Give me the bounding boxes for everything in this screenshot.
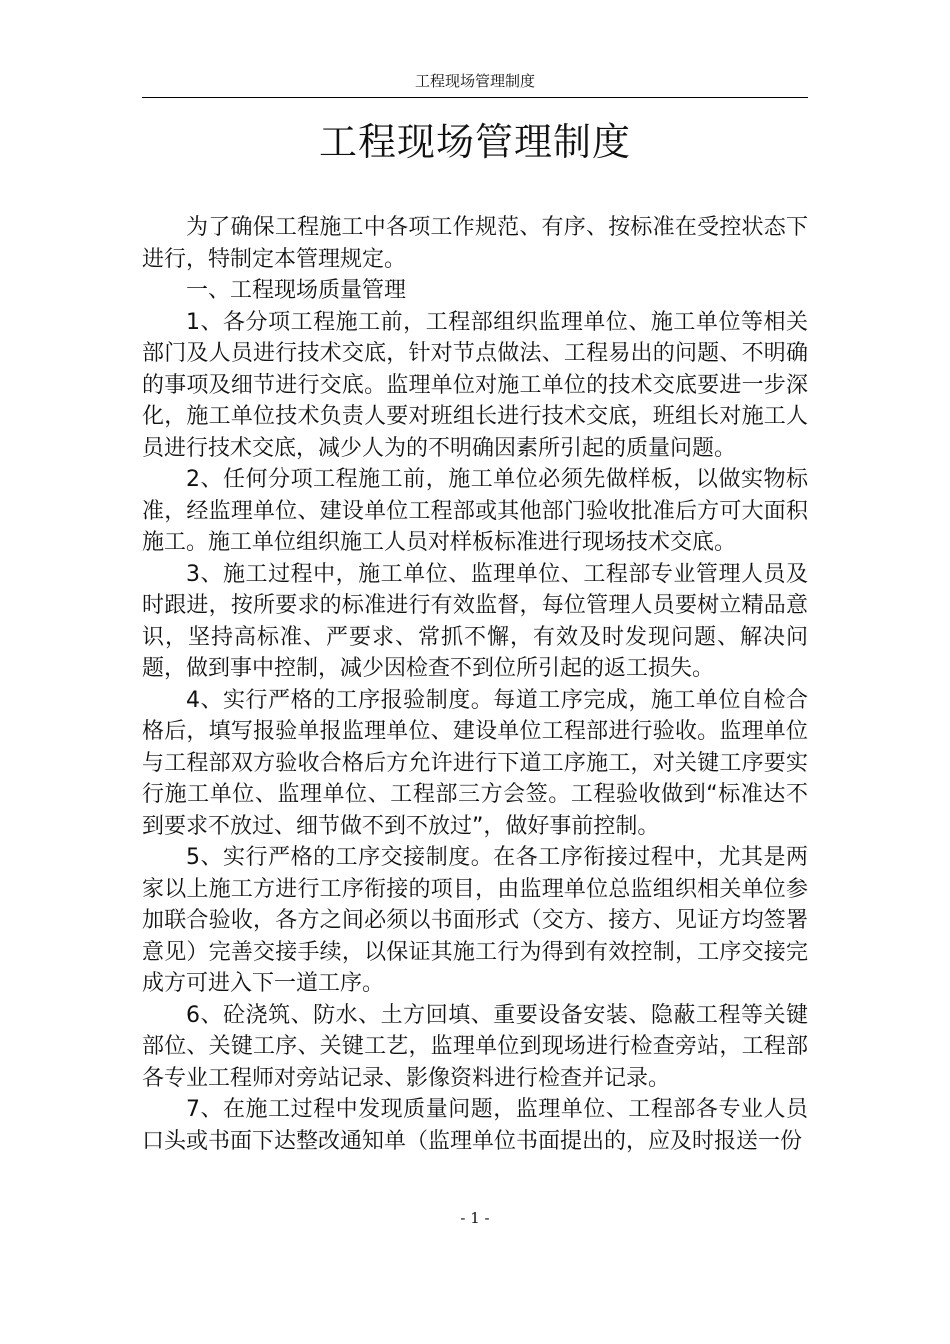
paragraph-item-7: 7、在施工过程中发现质量问题，监理单位、工程部各专业人员口头或书面下达整改通知单（监理单位书面提出的，应及时报送一份 bbox=[142, 1097, 808, 1154]
document-title: 工程现场管理制度 bbox=[318, 120, 631, 164]
document-body bbox=[142, 212, 808, 1157]
paragraph-item-4: 4、实行严格的工序报验制度。每道工序完成，施工单位自检合格后，填写报验单报监理单位、建设单位工程部进行验收。监理单位与工程部双方验收合格后方允许进行下道工序施工，对关键工序要实行施工单位、监理单位、工程部三方会签。工程验收做到“标准达不到要求不放过、细节做不到不放过”，做好事前控制。 bbox=[142, 687, 808, 839]
header-divider bbox=[142, 97, 808, 98]
paragraph-item-6: 6、砼浇筑、防水、土方回填、重要设备安装、隐蔽工程等关键部位、关键工序、关键工艺，监理单位到现场进行检查旁站，工程部各专业工程师对旁站记录、影像资料进行检查并记录。 bbox=[142, 1002, 808, 1091]
paragraph-item-3: 3、施工过程中，施工单位、监理单位、工程部专业管理人员及时跟进，按所要求的标准进行有效监督，每位管理人员要树立精品意识，坚持高标准、严要求、常抓不懈，有效及时发现问题、解决问题，做到事中控制，减少因检查不到位所引起的返工损失。 bbox=[142, 561, 808, 681]
page-number: - 1 - bbox=[460, 1209, 490, 1227]
running-header: 工程现场管理制度 bbox=[414, 72, 535, 90]
paragraph-item-5: 5、实行严格的工序交接制度。在各工序衔接过程中，尤其是两家以上施工方进行工序衔接的项目，由监理单位总监组织相关单位参加联合验收，各方之间必须以书面形式（交方、接方、见证方均签署意见）完善交接手续，以保证其施工行为得到有效控制，工序交接完成方可进入下一道工序。 bbox=[142, 845, 808, 996]
paragraph-item-2: 2、任何分项工程施工前，施工单位必须先做样板，以做实物标准，经监理单位、建设单位工程部或其他部门验收批准后方可大面积施工。施工单位组织施工人员对样板标准进行现场技术交底。 bbox=[142, 467, 808, 555]
paragraph-item-1: 1、各分项工程施工前，工程部组织监理单位、施工单位等相关部门及人员进行技术交底，针对节点做法、工程易出的问题、不明确的事项及细节进行交底。监理单位对施工单位的技术交底要进一步深化，施工单位技术负责人要对班组长进行技术交底，班组长对施工人员进行技术交底，减少人为的不明确因素所引起的质量问题。 bbox=[142, 309, 808, 461]
section-heading-quality: 一、工程现场质量管理 bbox=[186, 278, 407, 303]
paragraph-intro: 为了确保工程施工中各项工作规范、有序、按标准在受控状态下进行，特制定本管理规定。 bbox=[142, 215, 808, 272]
